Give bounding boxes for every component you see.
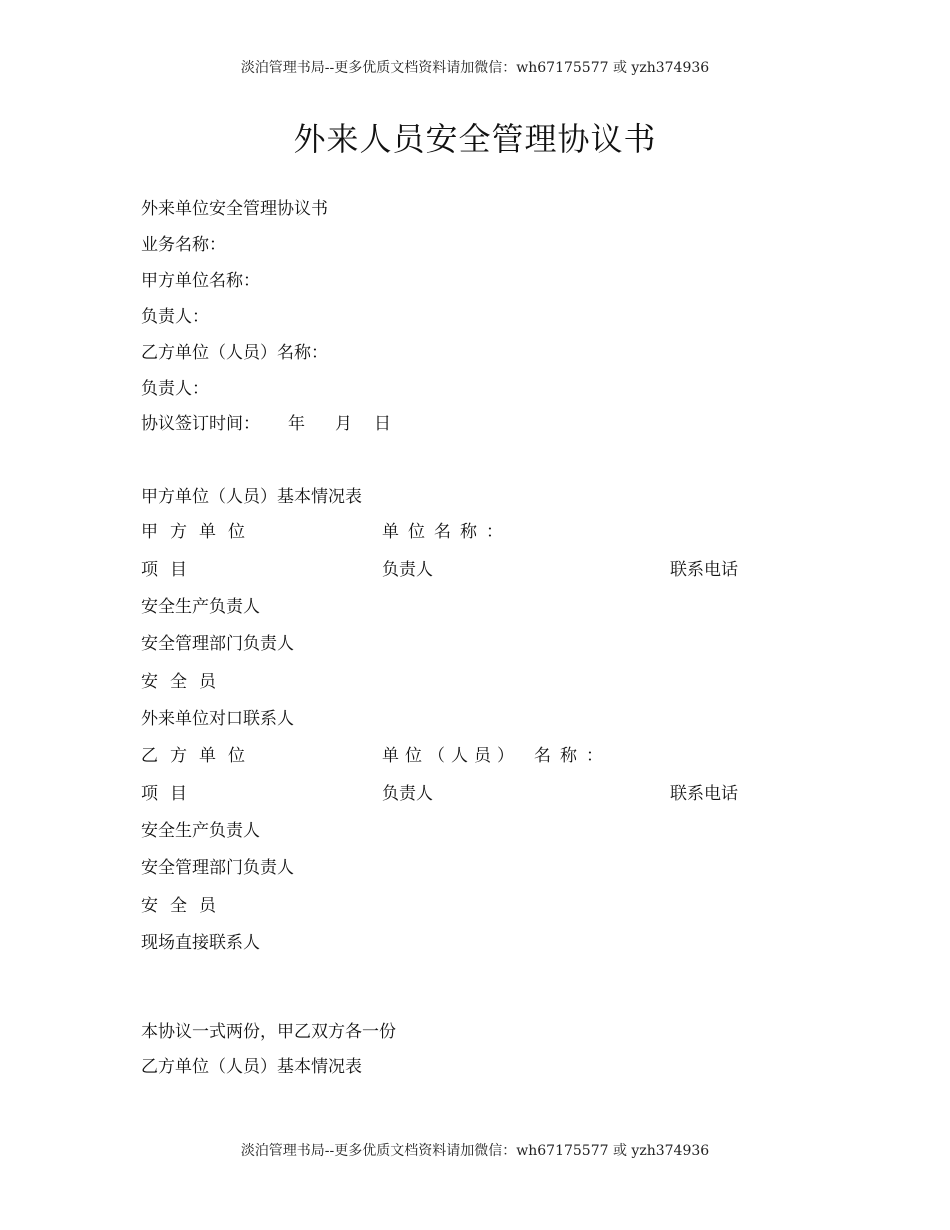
- table-row: [0, 928, 950, 952]
- day-label: 日: [374, 414, 391, 434]
- party-b-col-leader: 负责人: [382, 784, 433, 804]
- page-header: 淡泊管理书局--更多优质文档资料请加微信：wh67175577 或 yzh374936: [240, 60, 710, 76]
- party-a-header-row: [0, 555, 950, 579]
- document-title: 外来人员安全管理协议书: [293, 120, 657, 158]
- party-a-leader-label: 负责人：: [141, 307, 209, 327]
- year-label: 年: [288, 414, 305, 434]
- party-a-unit-row: [0, 517, 950, 541]
- table-row: [0, 816, 950, 840]
- party-b-row-label: 现场直接联系人: [141, 933, 260, 953]
- business-name-label: 业务名称：: [141, 235, 226, 255]
- party-a-row-label: 外来单位对口联系人: [141, 709, 294, 729]
- subtitle: 外来单位安全管理协议书: [141, 199, 328, 219]
- party-b-col-phone: 联系电话: [670, 784, 738, 804]
- party-a-table-caption: 甲方单位（人员）基本情况表: [141, 487, 362, 507]
- party-a-col-item: 项目: [141, 560, 199, 580]
- copies-statement: 本协议一式两份，甲乙双方各一份: [141, 1022, 396, 1042]
- party-b-table-caption: 乙方单位（人员）基本情况表: [141, 1057, 362, 1077]
- party-b-name-label: 乙方单位（人员）名称：: [141, 343, 328, 363]
- table-row: [0, 891, 950, 915]
- party-b-unit-name-label: [382, 741, 612, 766]
- party-a-unit-label: 甲方单位: [141, 522, 257, 542]
- month-label: 月: [335, 414, 352, 434]
- party-b-unit-name-label-a: 单位（人员）: [382, 746, 520, 766]
- sign-time-line: [141, 409, 391, 434]
- party-a-row-label: 安全生产负责人: [141, 597, 260, 617]
- party-a-col-leader: 负责人: [382, 560, 433, 580]
- party-b-row-label: 安全员: [141, 896, 228, 916]
- table-row: [0, 704, 950, 728]
- party-b-row-label: 安全管理部门负责人: [141, 858, 294, 878]
- table-row: [0, 853, 950, 877]
- party-b-leader-label: 负责人：: [141, 379, 209, 399]
- sign-time-label: 协议签订时间：: [141, 414, 260, 434]
- party-b-row-label: 安全生产负责人: [141, 821, 260, 841]
- table-row: [0, 667, 950, 691]
- party-b-header-row: [0, 779, 950, 803]
- party-b-unit-row: [0, 741, 950, 765]
- party-b-unit-name-label-b: 名称：: [534, 746, 612, 766]
- party-a-row-label: 安全员: [141, 672, 228, 692]
- party-a-unit-name-label: 单位名称：: [382, 522, 512, 542]
- party-a-col-phone: 联系电话: [670, 560, 738, 580]
- table-row: [0, 629, 950, 653]
- party-b-col-item: 项目: [141, 784, 199, 804]
- party-b-unit-label: 乙方单位: [141, 746, 257, 766]
- party-a-row-label: 安全管理部门负责人: [141, 634, 294, 654]
- table-row: [0, 592, 950, 616]
- page-footer: 淡泊管理书局--更多优质文档资料请加微信：wh67175577 或 yzh374936: [240, 1143, 710, 1159]
- party-a-name-label: 甲方单位名称：: [141, 271, 260, 291]
